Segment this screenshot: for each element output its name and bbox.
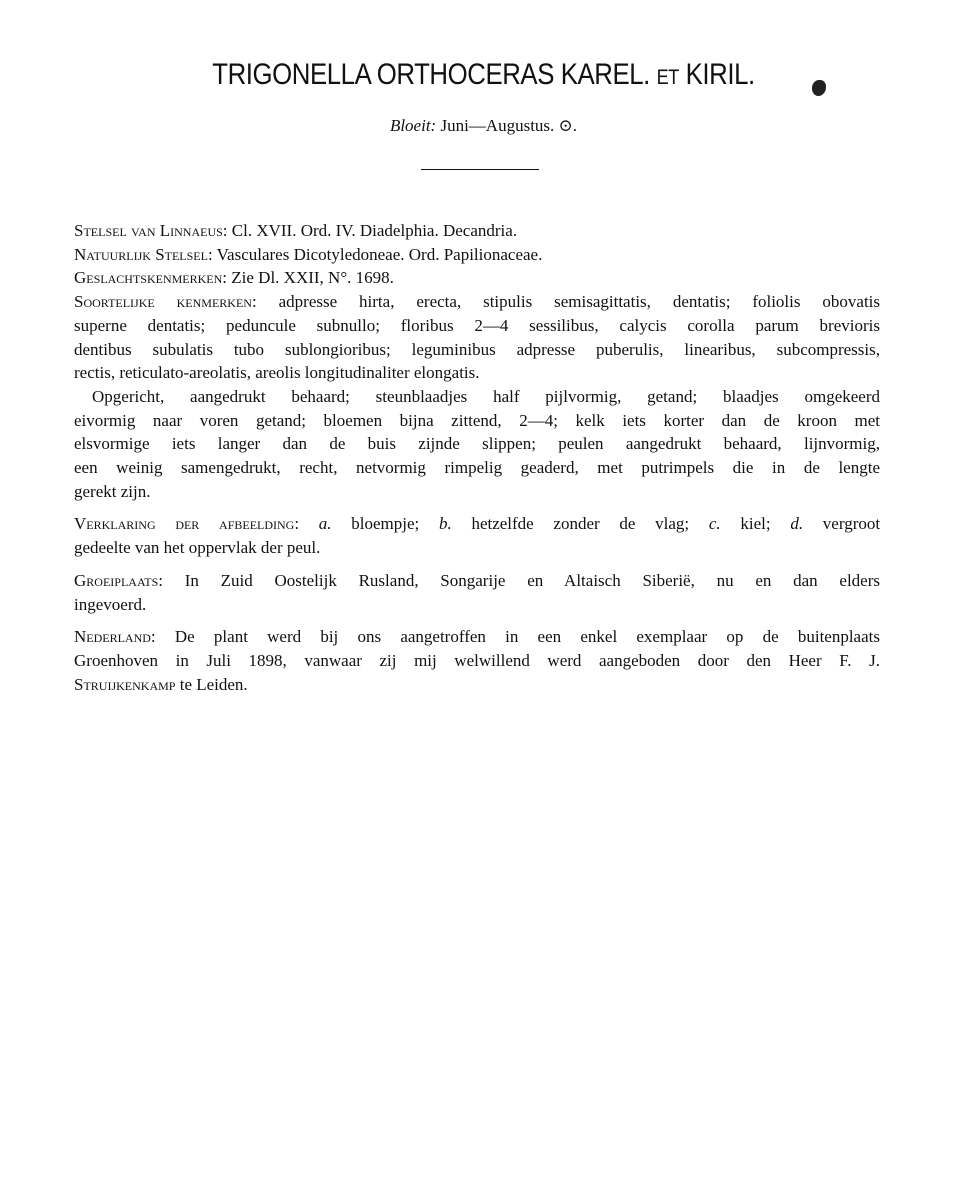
title-divider <box>421 169 539 170</box>
netherlands-line <box>74 625 880 649</box>
figure-key-d: d. <box>790 514 804 534</box>
genus-label: Geslachtskenmerken: <box>74 268 228 288</box>
figure-text-a: bloempje; <box>351 514 420 534</box>
linnaeus-text: Cl. XVII. Ord. IV. Diadelphia. Decandria. <box>231 221 518 240</box>
netherlands-text: De plant werd bij ons aangetroffen in een enkel exemplaar op de buitenplaats <box>174 627 880 647</box>
figure-text-b: hetzelfde zonder de vlag; <box>471 514 690 534</box>
figure-key-b: b. <box>438 514 452 534</box>
genus-text: Zie Dl. XXII, N°. 1698. <box>231 268 394 288</box>
species-line: rectis, reticulato-areolatis, areolis longitudinaliter elongatis. <box>74 363 480 383</box>
habitat-line <box>74 569 880 593</box>
page-title <box>68 58 900 92</box>
natural-system <box>74 243 880 267</box>
figure-text-d: vergroot <box>822 514 881 534</box>
linnaeus-system <box>74 219 880 243</box>
figure-explanation <box>74 512 880 559</box>
netherlands-tail: te Leiden. <box>179 674 248 694</box>
netherlands-line <box>74 673 880 697</box>
habitat-line: ingevoerd. <box>74 594 147 614</box>
title-tail: KIRIL. <box>685 58 755 91</box>
netherlands-line: Groenhoven in Juli 1898, vanwaar zij mij welwillend werd aangeboden door den Heer F. J. <box>74 650 880 670</box>
document-body <box>74 219 880 696</box>
figure-key-a: a. <box>318 514 332 534</box>
linnaeus-label: Stelsel van Linnaeus: <box>74 221 228 240</box>
title-et: ET <box>656 66 679 89</box>
species-line <box>74 290 880 314</box>
habitat-label: Groeiplaats: <box>74 570 164 590</box>
description-line: een weinig samengedrukt, recht, netvormig rimpelig geaderd, met putrimpels die in de lengte <box>74 458 880 478</box>
donor-name: Struijkenkamp <box>74 674 176 694</box>
species-label: Soortelijke kenmerken: <box>74 292 257 312</box>
ink-blot-mark <box>812 80 826 96</box>
species-line: dentibus subulatis tubo sublongioribus; leguminibus adpresse puberulis, linearibus, subcompressis, <box>74 339 880 359</box>
figure-key-c: c. <box>708 514 721 534</box>
figure-line: gedeelte van het oppervlak der peul. <box>74 538 321 558</box>
netherlands-record <box>74 625 880 696</box>
figure-label: Verklaring der afbeelding: <box>74 514 300 534</box>
habitat <box>74 569 880 616</box>
dutch-description <box>74 385 880 504</box>
species-text: adpresse hirta, erecta, stipulis semisagittatis, dentatis; foliolis obovatis <box>278 292 881 312</box>
title-main: TRIGONELLA ORTHOCERAS KAREL. <box>212 58 650 91</box>
natural-label: Natuurlijk Stelsel: <box>74 244 213 264</box>
figure-line <box>74 512 880 536</box>
description-line: eivormig naar voren getand; bloemen bijna zittend, 2—4; kelk iets korter dan de kroon met <box>74 410 880 430</box>
figure-text-c: kiel; <box>740 514 771 534</box>
bloom-value: Juni—Augustus. ⊙. <box>440 116 578 135</box>
description-line: elsvormige iets langer dan de buis zijnde slippen; peulen aangedrukt behaard, lijnvormig, <box>74 434 880 454</box>
description-line: gerekt zijn. <box>74 481 151 501</box>
description-line: Opgericht, aangedrukt behaard; steunblaadjes half pijlvormig, getand; blaadjes omgekeerd <box>92 386 880 406</box>
genus-characters <box>74 266 880 290</box>
netherlands-label: Nederland: <box>74 627 156 647</box>
bloom-label: Bloeit: <box>389 116 437 135</box>
habitat-text: In Zuid Oostelijk Rusland, Songarije en Altaisch Siberië, nu en dan elders <box>184 570 880 590</box>
natural-text: Vasculares Dicotyledoneae. Ord. Papilionaceae. <box>216 244 543 264</box>
species-characters <box>74 290 880 385</box>
species-line: superne dentatis; peduncule subnullo; floribus 2—4 sessilibus, calycis corolla parum brevioris <box>74 315 880 335</box>
bloom-period <box>0 116 967 136</box>
